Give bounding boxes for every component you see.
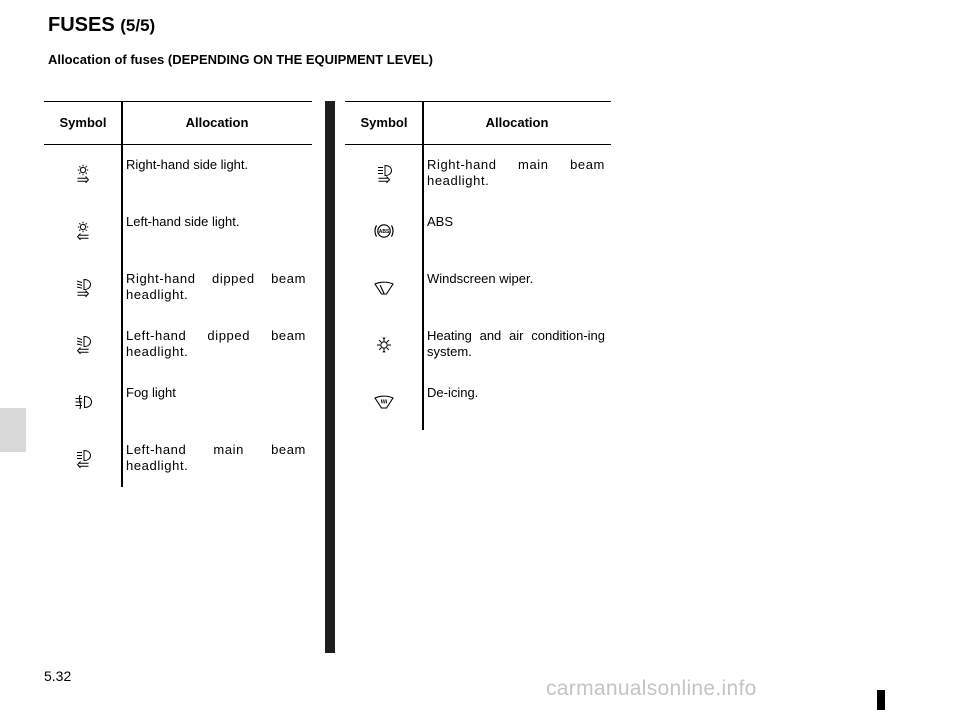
table-header bbox=[345, 101, 611, 145]
windscreen-wiper-icon bbox=[345, 259, 422, 316]
allocation-text: Heating and air condition-ing system. bbox=[427, 328, 605, 359]
de-icing-icon bbox=[345, 373, 422, 430]
allocation-text: Fog light bbox=[126, 385, 176, 400]
main-beam-right-icon bbox=[345, 145, 422, 202]
table-row bbox=[345, 202, 611, 259]
allocation-text: Windscreen wiper. bbox=[427, 271, 534, 286]
watermark: carmanualsonline.info bbox=[546, 677, 757, 700]
section-subtitle: Allocation of fuses (DEPENDING ON THE EQUIPMENT LEVEL) bbox=[48, 52, 433, 67]
table-row bbox=[44, 373, 312, 430]
table-row bbox=[44, 145, 312, 202]
table-row bbox=[345, 316, 611, 373]
main-beam-left-icon bbox=[44, 430, 121, 487]
allocation-text: Right-hand dipped beam headlight. bbox=[126, 271, 306, 302]
table-row bbox=[44, 430, 312, 487]
symbol-column-header: Symbol bbox=[360, 115, 408, 130]
column-divider bbox=[121, 102, 123, 144]
allocation-text: Left-hand side light. bbox=[126, 214, 240, 229]
side-light-right-icon bbox=[44, 145, 121, 202]
allocation-text: Left-hand dipped beam headlight. bbox=[126, 328, 306, 359]
table-row bbox=[44, 259, 312, 316]
table-row bbox=[44, 202, 312, 259]
dipped-beam-left-icon bbox=[44, 316, 121, 373]
fuse-table-left bbox=[44, 101, 312, 487]
allocation-text: Left-hand main beam headlight. bbox=[126, 442, 306, 473]
dipped-beam-right-icon bbox=[44, 259, 121, 316]
symbol-column-header: Symbol bbox=[59, 115, 107, 130]
abs-icon-label: ABS bbox=[378, 228, 389, 235]
column-divider bbox=[422, 102, 424, 144]
fog-light-icon bbox=[44, 373, 121, 430]
fuse-table-right bbox=[345, 101, 611, 430]
allocation-column-header: Allocation bbox=[185, 115, 249, 130]
table-row bbox=[345, 145, 611, 202]
page-number: 5.32 bbox=[44, 668, 72, 684]
allocation-text: ABS bbox=[427, 214, 454, 229]
page-title: FUSES (5/5) bbox=[48, 14, 156, 36]
page-title-suffix: (5/5) bbox=[120, 16, 156, 35]
table-row bbox=[345, 373, 611, 430]
chapter-side-tab bbox=[0, 408, 26, 452]
corner-marker bbox=[877, 690, 885, 710]
allocation-text: De-icing. bbox=[427, 385, 479, 400]
allocation-text: Right-hand side light. bbox=[126, 157, 249, 172]
table-row bbox=[345, 259, 611, 316]
allocation-text: Right-hand main beam headlight. bbox=[427, 157, 605, 188]
heating-ac-icon bbox=[345, 316, 422, 373]
column-separator-bar bbox=[325, 101, 335, 653]
allocation-column-header: Allocation bbox=[485, 115, 549, 130]
abs-icon bbox=[345, 202, 422, 259]
table-header bbox=[44, 101, 312, 145]
table-row bbox=[44, 316, 312, 373]
side-light-left-icon bbox=[44, 202, 121, 259]
